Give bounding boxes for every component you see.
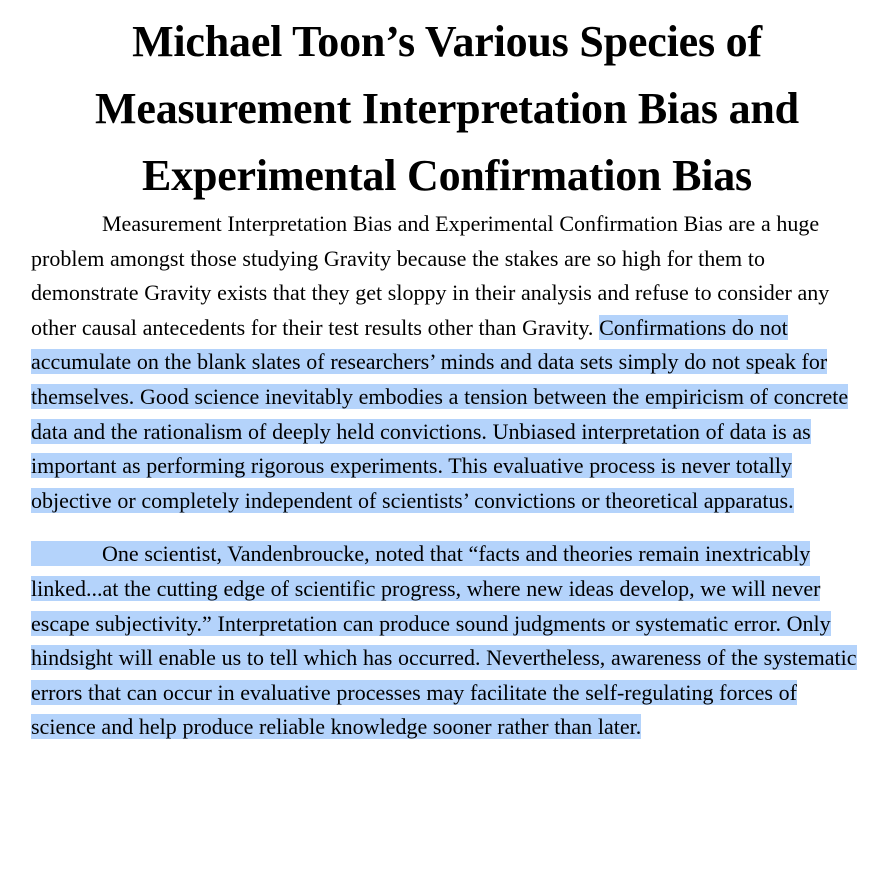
- paragraph-2-selected-body[interactable]: One scientist, Vandenbroucke, noted that “facts and theories remain inextricably linked...at the cutting edge of scientific progress, where new ideas develop, we will never escape subjectivity.” Interpretation can produce sound judgments or systematic error. Only hindsight will enable us to tell which has occurred. Nevertheless, awareness of the systematic errors that can occur in evaluative processes may facilitate the self-regulating forces of science and help produce reliable knowledge sooner rather than later.: [31, 541, 857, 740]
- paragraph-1-selected-text[interactable]: Confirmations do not accumulate on the blank slates of researchers’ minds and data sets simply do not speak for themselves. Good science inevitably embodies a tension between the empiricism of concrete data and the rationalism of deeply held convictions. Unbiased interpretation of data is as important as performing rigorous experiments. This evaluative process is never totally objective or completely independent of scientists’ convictions or theoretical apparatus.: [31, 314, 849, 513]
- document-page: [31, 0, 863, 745]
- paragraph-1-unselected-text[interactable]: Measurement Interpretation Bias and Experimental Confirmation Bias are a huge problem amongst those studying Gravity because the stakes are so high for them to demonstrate Gravity exists that they get sloppy in their analysis and refuse to consider any other causal antecedents for their test results other than Gravity.: [31, 211, 830, 340]
- document-title: Michael Toon’s Various Species of Measurement Interpretation Bias and Experimental Confirmation Bias: [95, 17, 799, 200]
- paragraph-2[interactable]: [31, 537, 863, 745]
- paragraph-1[interactable]: [31, 207, 863, 518]
- paragraph-2-selected-text[interactable]: [31, 541, 857, 739]
